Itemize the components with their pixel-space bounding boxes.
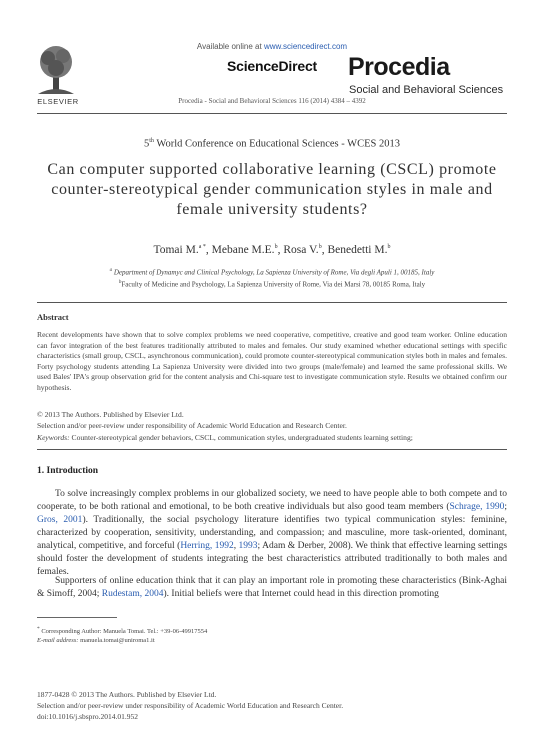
email-line: E-mail address: manuela.tomai@uniroma1.it	[37, 637, 155, 644]
section-heading: 1. Introduction	[37, 466, 99, 476]
footer-doi[interactable]: doi:10.1016/j.sbspro.2014.01.952	[37, 712, 139, 721]
citation-link[interactable]: Rudestam, 2004	[101, 589, 164, 599]
affiliation-a: $^a$ Department of Dynamyc and Clinical Psychology, La Sapienza University of Rome, Via degli Apuli 1, 00185, Italy	[109, 268, 435, 277]
elsevier-tree-logo	[32, 44, 80, 96]
abstract-bottom-divider	[37, 449, 507, 450]
author-list: Tomai M.$^{a *}$, Mebane M.E.$^b$, Rosa V.$^b$, Benedetti M.$^b$	[153, 244, 391, 256]
procedia-title: Procedia	[348, 53, 450, 81]
keywords-label: Keywords:	[37, 433, 70, 442]
publisher-name: ELSEVIER	[37, 97, 79, 106]
intro-paragraph-1: To solve increasingly complex problems in our globalized society, we need to have people able to both compete and to cooperate, to be both rational and emotional, to be both creative individuals but also good team members (Schrage, 1990; Gros, 2001). Traditionally, the social psychology literature identifies two typical communication styles: feminine, characterized by cooperation, sensitivity, understanding, and compassion; and masculine, more task-oriented, dominant, analytical, competitive, and forceful (Herring, 1992, 1993; Adam & Derber, 2008). We think that effective learning settings should foster the development of students integrating the best characteristics attributed traditionally to both males and females.	[37, 489, 508, 577]
footnote-divider	[37, 617, 117, 618]
citation-link[interactable]: Gros, 2001	[37, 515, 83, 525]
procedia-subtitle: Social and Behavioral Sciences	[349, 84, 504, 96]
citation-link[interactable]: Herring, 1992	[180, 541, 234, 551]
peer-review-line: Selection and/or peer-review under responsibility of Academic World Education and Research Center.	[37, 421, 347, 430]
footer-issn: 1877-0428 © 2013 The Authors. Published by Elsevier Ltd.	[37, 690, 217, 699]
journal-citation: Procedia - Social and Behavioral Sciences 116 (2014) 4384 – 4392	[178, 97, 366, 105]
author: Benedetti M.	[327, 244, 388, 256]
citation-link[interactable]: 1993	[238, 541, 258, 551]
paper-title: Can computer supported collaborative learning (CSCL) promote counter-stereotypical gender communication styles in male and female university students?	[47, 161, 497, 218]
corresponding-author: * Corresponding Author: Manuela Tomai. Tel.: +39-06-49917554	[37, 626, 208, 636]
affiliation-b: $^b$Faculty of Medicine and Psychology, La Sapienza University of Rome, Via dei Marsi 78, 00185 Roma, Italy	[118, 280, 426, 289]
sciencedirect-link[interactable]: www.sciencedirect.com	[263, 42, 348, 51]
abstract-text: Recent developments have shown that to solve complex problems we need cooperative, competitive, creative and good team worker. Online education can favor integration of the best features traditionally attributed to males and females. Our study examined whether educational settings with specific characteristics (small group, CSCL, asynchronous communication), could promote counter-stereotypical communication styles both in males and females. Forty psychology students attending La Sapienza University were divided into two groups (male/female) and learned the same professional skills. We used Bales' IPA's group observation grid for the content analysis and Chi-square test to investigate communication style. Results we obtained confirm our hypothesis.	[37, 330, 507, 392]
footer-peer-review: Selection and/or peer-review under responsibility of Academic World Education and Research Center.	[37, 701, 344, 710]
email-address[interactable]: manuela.tomai@uniroma1.it	[78, 637, 155, 644]
abstract-top-divider	[37, 302, 507, 303]
citation-link[interactable]: Schrage, 1990	[449, 502, 505, 512]
header-divider	[37, 113, 507, 114]
author: Mebane M.E.	[211, 244, 275, 256]
author: Rosa V.	[283, 244, 319, 256]
keywords: Keywords: Counter-stereotypical gender behaviors, CSCL, communication styles, undergraduated students learning setting;	[37, 433, 413, 442]
author: Tomai M.	[153, 244, 199, 256]
abstract-heading: Abstract	[37, 312, 69, 322]
sciencedirect-brand: ScienceDirect	[226, 58, 317, 74]
available-online: Available online at www.sciencedirect.com	[196, 42, 348, 51]
copyright-line: © 2013 The Authors. Published by Elsevier Ltd.	[37, 410, 184, 419]
conference-name: 5th World Conference on Educational Sciences - WCES 2013	[144, 138, 400, 150]
intro-paragraph-2: Supporters of online education think that it can play an important role in promoting these characteristics (Bink-Aghai & Simoff, 2004; Rudestam, 2004). Initial beliefs were that Internet could head in this direction promoting	[37, 576, 507, 599]
